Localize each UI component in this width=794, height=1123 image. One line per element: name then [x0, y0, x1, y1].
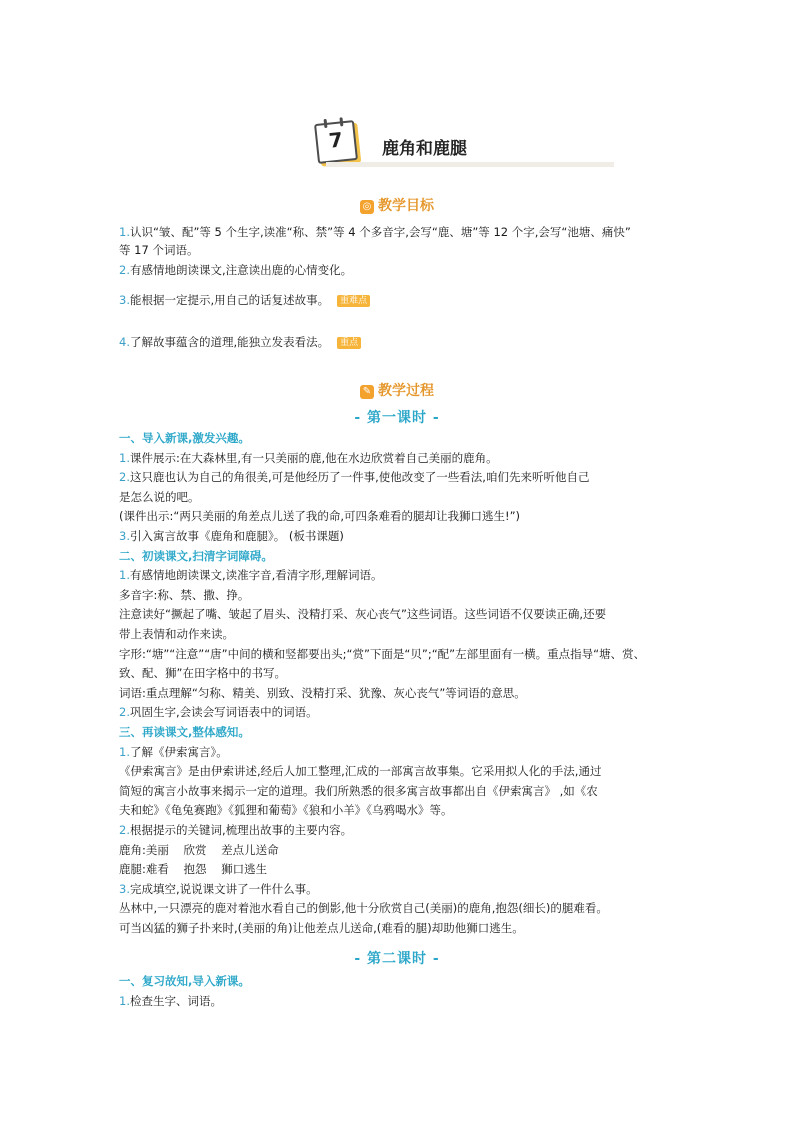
process-line: 2.这只鹿也认为自己的角很美,可是他经历了一件事,使他改变了一些看法,咱们先来听听他自己 — [119, 470, 590, 485]
process-line: 是怎么说的吧。 — [119, 489, 200, 504]
step-heading: 三、再读课文,整体感知。 — [119, 725, 250, 739]
goal-line: 3.能根据一定提示,用自己的话复述故事。 重难点 — [119, 292, 370, 308]
step-heading: 一、导入新课,激发兴趣。 — [119, 431, 250, 445]
process-line: 1.检查生字、词语。 — [119, 993, 222, 1008]
step-heading: 一、复习故知,导入新课。 — [119, 974, 250, 988]
process-line: 1.课件展示:在大森林里,有一只美丽的鹿,他在水边欣赏着自己美丽的鹿角。 — [119, 450, 498, 465]
process-line: 可当凶猛的狮子扑来时,(美丽的角)让他差点儿送命,(难看的腿)却助他狮口逃生。 — [119, 921, 524, 935]
goal-line: 等 17 个词语。 — [119, 243, 199, 257]
process-line: 2.根据提示的关键词,梳理出故事的主要内容。 — [119, 823, 353, 837]
process-line: 词语:重点理解“匀称、精美、别致、没精打采、犹豫、灰心丧气”等词语的意思。 — [119, 685, 526, 700]
process-line: 1.了解《伊索寓言》。 — [119, 744, 228, 759]
process-line: 3.引入寓言故事《鹿角和鹿腿》。 (板书课题) — [119, 529, 344, 543]
lesson-title: 鹿角和鹿腿 — [382, 139, 467, 159]
goal-line: 4.了解故事蕴含的道理,能独立发表看法。 重点 — [119, 334, 361, 350]
goal-line: 2.有感情地朗读课文,注意读出鹿的心情变化。 — [119, 263, 353, 277]
first-lesson-heading: - 第一课时 - — [354, 410, 440, 426]
calendar-icon — [314, 120, 358, 164]
second-lesson-heading: - 第二课时 - — [354, 951, 440, 967]
process-line: 致、配、狮”在田字格中的书写。 — [119, 666, 286, 681]
lesson-number: 7 — [327, 127, 344, 153]
process-line: 3.完成填空,说说课文讲了一件什么事。 — [119, 881, 318, 896]
process-line: 鹿腿:难看 抱怨 狮口逃生 — [119, 862, 268, 877]
process-line: 字形:“塘”“注意”“唐”中间的横和竖都要出头;“赏”下面是“贝”;“配”左部里面有一横。重点指导“塘、赏、 — [119, 646, 646, 661]
target-icon: ◎ — [360, 200, 374, 214]
process-line: 多音字:称、禁、撒、挣。 — [119, 587, 250, 602]
process-line: (课件出示:“两只美丽的角差点儿送了我的命,可四条难看的腿却让我狮口逃生!”) — [119, 509, 521, 524]
process-line: 注意读好“撅起了嘴、皱起了眉头、没精打采、灰心丧气”这些词语。这些词语不仅要读正确,还要 — [119, 607, 607, 622]
goal-line: 1.认识“皱、配”等 5 个生字,读准“称、禁”等 4 个多音字,会写“鹿、塘”等 12 个字,会写“池塘、痛快” — [119, 225, 631, 239]
process-line: 2.巩固生字,会读会写词语表中的词语。 — [119, 705, 318, 720]
process-line: 鹿角:美丽 欣赏 差点儿送命 — [119, 842, 279, 857]
process-line: 带上表情和动作来读。 — [119, 627, 234, 641]
process-line: 《伊索寓言》是由伊索讲述,经后人加工整理,汇成的一部寓言故事集。它采用拟人化的手法,通过 — [119, 764, 602, 779]
process-heading: ✎ 教学过程 — [0, 380, 794, 400]
goals-heading: ◎ 教学目标 — [0, 195, 794, 215]
process-line: 简短的寓言小故事来揭示一定的道理。我们所熟悉的很多寓言故事都出自《伊索寓言》 ,如《农 — [119, 783, 598, 798]
pen-icon: ✎ — [360, 385, 374, 399]
process-line: 夫和蛇》《龟兔赛跑》《狐狸和葡萄》《狼和小羊》《乌鸦喝水》等。 — [119, 803, 453, 818]
step-heading: 二、初读课文,扫清字词障碍。 — [119, 548, 273, 563]
key-point-badge: 重点 — [337, 337, 361, 349]
title-underline — [326, 162, 614, 167]
process-line: 1.有感情地朗读课文,读准字音,看清字形,理解词语。 — [119, 568, 383, 583]
process-line: 丛林中,一只漂亮的鹿对着池水看自己的倒影,他十分欣赏自己(美丽)的鹿角,抱怨(细长)的腿难看。 — [119, 901, 608, 916]
difficulty-badge: 重难点 — [337, 295, 370, 307]
